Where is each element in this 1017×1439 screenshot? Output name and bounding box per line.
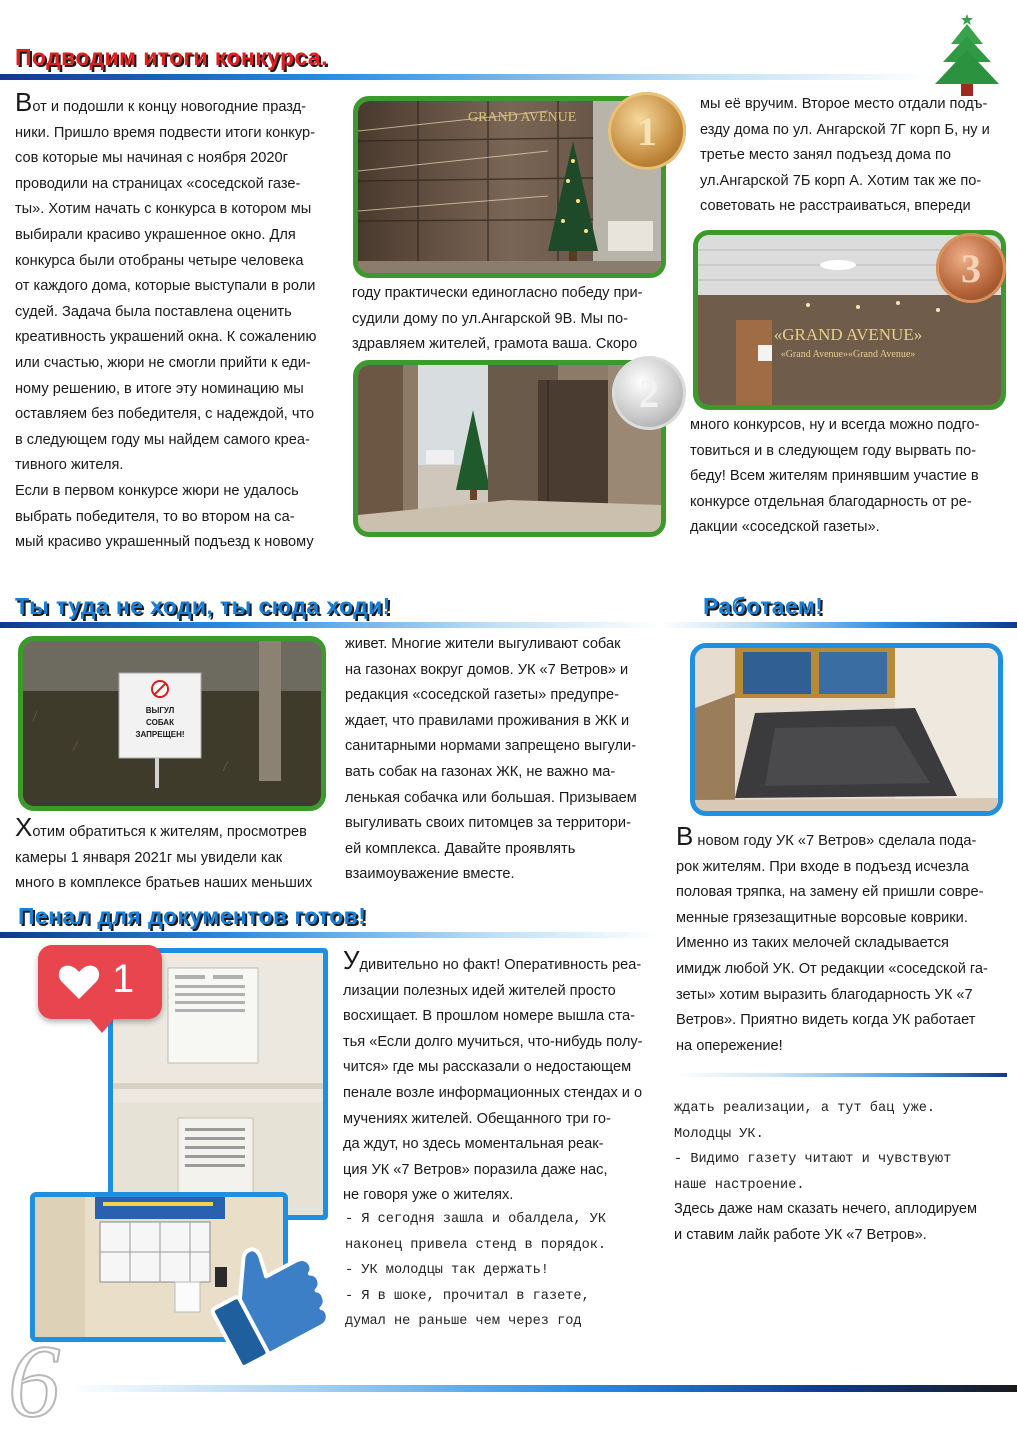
text-line: конкурса были отобраны четыре человека <box>15 252 304 269</box>
text-line: пенале возле информационных стендах и о <box>343 1084 643 1101</box>
text-line: на газонах вокруг домов. УК «7 Ветров» и <box>345 661 629 678</box>
text-line: Здесь даже нам сказать нечего, аплодируем <box>674 1201 978 1217</box>
section4-title: Пенал для документов готов! <box>18 903 367 929</box>
text-line: креативность украшений окна. К сожалению <box>15 329 317 346</box>
text-line: тивного жителя. <box>15 457 124 474</box>
text-line: ленькая собачка или большая. Призываем <box>345 789 637 806</box>
comment-line: наконец привела стенд в порядок. <box>345 1237 607 1253</box>
gold-medal-icon <box>608 92 686 170</box>
text-line: камеры 1 января 2021г мы увидели как <box>15 849 283 866</box>
text-line: мый красиво украшенный подъезд к новому <box>15 534 314 551</box>
text-line: или счастью, жюри не смогли прийти к еди- <box>15 354 311 371</box>
text-line: менные грязезащитные ворсовые коврики. <box>676 909 968 926</box>
like-count: 1 <box>112 957 135 1001</box>
text-line: лизации полезных идей жителей просто <box>343 982 616 999</box>
bronze-medal-icon <box>936 233 1006 303</box>
text-line: сов которые мы начиная с ноября 2020г <box>15 150 288 167</box>
section1-title: Подводим итоги конкурса. <box>15 44 328 70</box>
text-line: проводили на страницах «соседской газе- <box>15 175 301 192</box>
text-line: выбирали красиво украшенное окно. Для <box>15 226 296 243</box>
gr-sign-text: GRAND AVENUE <box>468 110 577 125</box>
text-line: живет. Многие жители выгуливают собак <box>345 636 621 652</box>
text-line: товиться и в следующем году вырвать по- <box>690 442 977 459</box>
text-line: Именно из таких мелочей складывается <box>676 935 949 952</box>
grand-avenue-sign-sub: «Grand Avenue»«Grand Avenue» <box>780 349 916 360</box>
drop-cap: Х <box>15 812 33 842</box>
text-line: здравляем жителей, грамота ваша. Скоро <box>352 336 638 353</box>
section3-title-bar <box>660 622 1017 628</box>
section4-comments-continued <box>674 1096 1007 1198</box>
text-line: судей. Задача была поставлена оценить <box>15 303 292 320</box>
drop-cap: У <box>343 945 360 975</box>
text-line: ники. Пришло время подвести итоги конкур- <box>15 124 315 141</box>
text-line: ция УК «7 Ветров» поразила даже нас, <box>343 1161 608 1178</box>
section2-title: Ты туда не ходи, ты сюда ходи! <box>15 593 391 619</box>
section1-column3-top <box>700 92 1006 220</box>
section4-comments <box>345 1207 670 1335</box>
section3-underline <box>676 1073 1007 1077</box>
text-line: от и подошли к концу новогодние празд- <box>32 99 307 115</box>
text-line: вать собак на газонах ЖК, не важно ма- <box>345 763 616 780</box>
text-line: на опережение! <box>676 1037 783 1054</box>
comment-line: - Я сегодня зашла и обалдела, УК <box>345 1212 607 1227</box>
text-line: много в комплексе братьев наших меньших <box>15 875 313 892</box>
text-line: от каждого дома, которые выступали в роли <box>15 278 316 295</box>
text-line: беду! Всем жителям принявшим участие в <box>690 468 979 485</box>
text-line: дивительно но факт! Оперативность реа- <box>359 957 642 973</box>
sign-line-2: СОБАК <box>146 718 174 727</box>
text-line: восхищает. В прошлом номере вышла ста- <box>343 1008 635 1025</box>
text-line: выбрать победителя, то во втором на са- <box>15 508 295 525</box>
section1-title-bar <box>0 74 930 80</box>
text-line: ул.Ангарской 7Б корп А. Хотим так же по- <box>700 172 982 189</box>
text-line: да ждут, но здесь моментальная реак- <box>343 1136 604 1153</box>
photo-no-dog-walking-sign <box>18 636 326 811</box>
text-line: ей комплекса. Давайте проявлять <box>345 840 576 857</box>
text-line: Ветров». Приятно видеть когда УК работает <box>676 1012 976 1029</box>
comment-line: Молодцы УК. <box>674 1126 764 1142</box>
section4-title-bar <box>0 932 660 938</box>
text-line: редакция «соседской газеты» предупре- <box>345 687 619 704</box>
text-line: оставляем без победителя, с надеждой, что <box>15 406 315 423</box>
text-line: мучениях жителей. Обещанного три го- <box>343 1110 611 1127</box>
text-line: чится» где мы рассказали о недостающем <box>343 1059 632 1076</box>
section2-left-text <box>15 812 340 897</box>
like-badge <box>38 945 162 1019</box>
medal-1-number: 1 <box>637 108 657 154</box>
text-line: отим обратиться к жителям, просмотрев <box>32 824 307 840</box>
text-line: езду дома по ул. Ангарской 7Г корп Б, ну и <box>700 121 990 138</box>
text-line: тья «Если долго мучиться, что-нибудь полу- <box>343 1033 643 1050</box>
text-line: в следующем году мы найдем самого креа- <box>15 431 310 448</box>
comment-line: наше настроение. <box>674 1177 805 1193</box>
text-line: судили дому по ул.Ангарской 9В. Мы по- <box>352 310 629 327</box>
text-line: много конкурсов, ну и всегда можно подго- <box>690 417 980 433</box>
section1-column3-bottom <box>690 413 1006 541</box>
text-line: и ставим лайк работе УК «7 Ветров». <box>674 1226 927 1243</box>
text-line: Если в первом конкурсе жюри не удалось <box>15 482 299 499</box>
text-line: году практически единогласно победу при- <box>352 285 643 301</box>
section1-column2 <box>352 281 674 358</box>
text-line: ждает, что правилами проживания в ЖК и <box>345 712 630 729</box>
text-line: конкурсе отдельная благодарность от ре- <box>690 493 972 510</box>
comment-line: думал не раньше чем через год <box>345 1314 582 1330</box>
text-line: третье место занял подъезд дома по <box>700 147 951 164</box>
section2-right-text <box>345 632 665 888</box>
comment-line: - Видимо газету читают и чувствуют <box>674 1152 952 1168</box>
text-line: ному решению, в итоге эту номинацию мы <box>15 380 304 397</box>
like-badge-pointer <box>90 1019 114 1033</box>
drop-cap: В <box>15 87 33 117</box>
silver-medal-icon <box>612 356 686 430</box>
medal-2-number: 2 <box>639 370 659 416</box>
sign-line-1: ВЫГУЛ <box>145 706 175 715</box>
grand-avenue-sign: «GRAND AVENUE» <box>773 325 923 344</box>
text-line: имидж любой УК. От редакции «соседской га- <box>676 960 988 977</box>
page-number: 6 <box>8 1324 60 1439</box>
section4-text <box>343 945 668 1209</box>
section2-title-bar <box>0 622 660 628</box>
section3-text <box>676 821 1006 1059</box>
text-line: мы её вручим. Второе место отдали подъ- <box>700 96 988 112</box>
text-line: рок жителям. При входе в подъезд исчезла <box>676 858 969 875</box>
sign-line-3: ЗАПРЕЩЕН! <box>135 730 185 739</box>
text-line: взаимоуважение вместе. <box>345 866 515 883</box>
medal-3-number: 3 <box>961 245 981 291</box>
section3-title: Работаем! <box>703 593 824 619</box>
drop-cap: В <box>676 821 694 851</box>
photo-entrance-doormat <box>690 643 1003 816</box>
comment-line: ждать реализации, а тут бац уже. <box>674 1101 936 1116</box>
section4-closing <box>674 1197 1007 1248</box>
text-line: зеты» хотим выразить благодарность УК «7 <box>676 986 973 1003</box>
section1-column1 <box>15 87 340 556</box>
text-line: ты». Хотим начать с конкурса в котором мы <box>15 201 312 218</box>
text-line: санитарными нормами запрещено выгули- <box>345 738 637 755</box>
text-line: не говоря уже о жителях. <box>343 1187 514 1204</box>
text-line: новом году УК «7 Ветров» сделала пода- <box>693 833 977 849</box>
text-line: дакции «соседской газеты». <box>690 519 880 536</box>
christmas-tree-icon <box>925 10 1009 102</box>
text-line: половая тряпка, на замену ей пришли совре- <box>676 884 984 901</box>
heart-icon <box>56 959 102 1005</box>
comment-line: - УК молодцы так держать! <box>345 1263 549 1279</box>
thumbs-up-icon <box>198 1222 338 1372</box>
footer-bar <box>70 1385 1017 1392</box>
comment-line: - Я в шоке, прочитал в газете, <box>345 1288 590 1304</box>
text-line: советовать не расстраиваться, впереди <box>700 198 971 215</box>
text-line: выгуливать своих питомцев за территори- <box>345 815 631 832</box>
